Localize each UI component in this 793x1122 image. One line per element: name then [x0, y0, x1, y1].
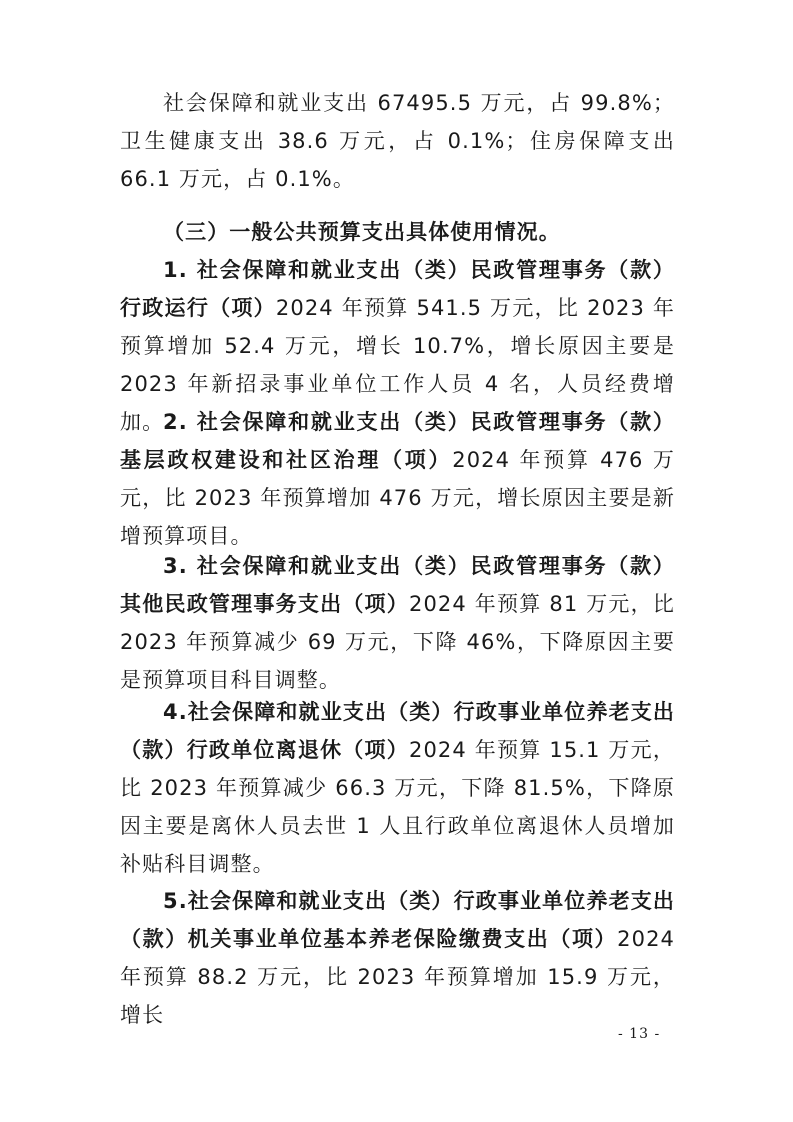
paragraph-text: 社会保障和就业支出 67495.5 万元，占 99.8%；卫生健康支出 38.6 万元，占 0.1%；住房保障支出 66.1 万元，占 0.1%。 — [120, 91, 675, 191]
paragraph-item-3 — [120, 547, 675, 699]
item-2-category: 2. 社会保障和就业支出（类）民政管理事务（款）基层政权建设和社区治理（项） — [120, 410, 675, 472]
paragraph-item-4 — [120, 693, 675, 883]
item-3-text: 2024 年预算 81 万元，比 2023 年预算减少 69 万元，下降 46%，下降原因主要是预算项目科目调整。 — [120, 592, 675, 692]
item-1-category: 1. 社会保障和就业支出（类）民政管理事务（款）行政运行（项） — [120, 258, 675, 320]
item-5-text: 2024 年预算 88.2 万元，比 2023 年预算增加 15.9 万元，增长 — [120, 927, 675, 1027]
page-number: - 13 - — [618, 1026, 661, 1042]
paragraph-item-5 — [120, 882, 675, 1034]
item-4-text: 2024 年预算 15.1 万元，比 2023 年预算减少 66.3 万元，下降 81.5%，下降原因主要是离休人员去世 1 人且行政单位离退休人员增加补贴科目调整。 — [120, 738, 675, 876]
item-1-text: 2024 年预算 541.5 万元，比 2023 年预算增加 52.4 万元，增长 10.7%，增长原因主要是 2023 年新招录事业单位工作人员 4 名，人员经费增加。 — [120, 296, 675, 434]
section-heading — [120, 213, 675, 251]
item-3-category: 3. 社会保障和就业支出（类）民政管理事务（款）其他民政管理事务支出（项） — [120, 554, 675, 616]
item-2-text: 2024 年预算 476 万元，比 2023 年预算增加 476 万元，增长原因主要是新增预算项目。 — [120, 448, 675, 548]
item-5-category: 5.社会保障和就业支出（类）行政事业单位养老支出（款）机关事业单位基本养老保险缴费支出（项） — [120, 889, 675, 951]
paragraph-expenditure-summary — [120, 84, 675, 198]
heading-text: （三）一般公共预算支出具体使用情况。 — [163, 220, 561, 244]
paragraph-item-2 — [120, 403, 675, 555]
item-4-category: 4.社会保障和就业支出（类）行政事业单位养老支出（款）行政单位离退休（项） — [120, 700, 675, 762]
